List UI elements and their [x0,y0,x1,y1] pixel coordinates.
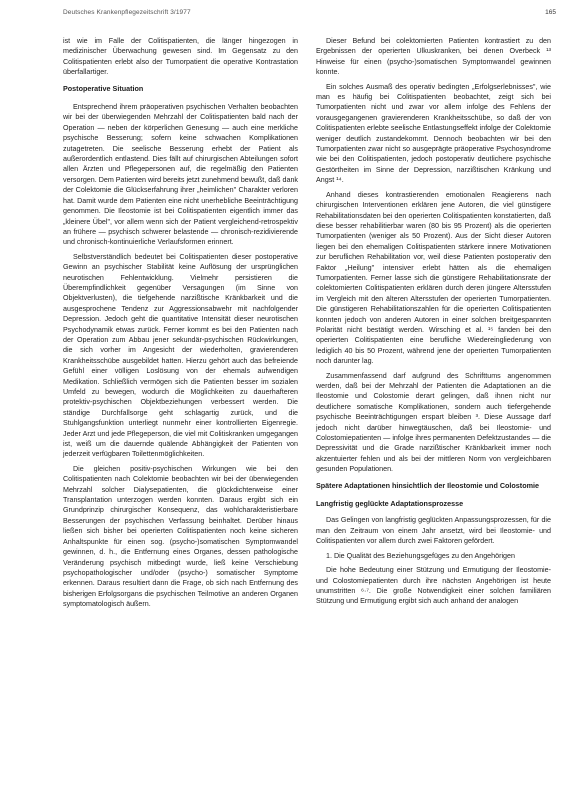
page-header [63,8,556,19]
left-column [63,36,298,614]
section-heading: Postoperative Situation [63,83,144,93]
journal-title: Deutsches Krankenpflegezeitschrift 3/1977 [63,9,191,16]
paragraph: Entsprechend ihrem präoperativen psychischen Verhalten beobachten wir bei der überwiegenden Mehrzahl der Colitispatienten bald nach der Operation — neben der körperlichen Genesung — auch eine merkliche psychische Besserung; sofern keine schwachen Komplikationen zutagetreten. Die seelische Besserung erhebt der Patient als außerordentlich entlastend. Dies fällt auf chirurgischen Abteilungen sofort allen Ärzten und Pflegepersonen auf, die regelmäßig den Patienten versorgen. Dem Patienten wird bereits jetzt zunehmend bewußt, daß dank der Colektomie die Glückserfahrung ihrer „heimlichen" Charakter verloren hat. Damit wurde dem Patienten eine nicht unerhebliche Beeinträchtigung genommen. Die Ileostomie ist bei Colitispatienten eigentlich immer das „kleinere Übel", vor allem wenn sich der Patient vergleichend-retrospektiv an frühere — psychisch schwerer belastende — chronisch-rezidivierende und chronisch-kontinuierliche Verlaufsformen erinnert. [63,103,298,247]
page-number: 165 [545,9,556,16]
paragraph: Anhand dieses kontrastierenden emotionalen Reagierens nach chirurgischen Interventionen erklären jene Autoren, die viel günstigere Rehabilitationsdaten bei den operierten Colitispatienten konstatierten, daß diese besser rehabilitierbar waren (80 bis 95 Prozent) als die operierten Tumorpatienten (weniger als 50 Prozent). Aus der Sicht dieser Autoren liegen bei den ehemaligen Colitispatienten stärkere innere Motivationen zur beruflichen Rehabilitation vor, weil diese Patienten postoperativ den Faktor „Heilung" intensiver erlebt hätten als die ehemaligen Tumorpatienten. Ferner lasse sich die günstigere Rehabilitationsrate der colektomierten Colitispatienten erklären durch deren jüngere Altersstufen im Vergleich mit den älteren Altersstufen der operierten Tumorpatienten. Die günstigeren Rehabilitationszahlen für die operierten Colitispatienten konnten jedoch von anderen Autoren in einer solchen breitgespannten Polarität nicht bestätigt werden. Wirsching et al. ¹⁵ fanden bei den operierten Colitispatienten eine berufliche Wiedereingliederung von lediglich 40 bis 50 Prozent, während jene der operierten Tumorpatienten noch darunter lag. [316,190,551,366]
paragraph: Zusammenfassend darf aufgrund des Schrifttums angenommen werden, daß bei der Mehrzahl der Patienten die Adaptationen an die Ileostomie und Colostomie derart gelingen, daß ihnen nicht nur deutlichere somatische Komplikationen, sondern auch tiefergehende psychische Beeinträchtigungen erspart bleiben ³. Diese Aussage darf jedoch nicht darüber hinwegtäuschen, daß bei Ileostomie- und Colostomiepatienten — infolge ihres permanenten Defektzustandes — die Depressivität und die Grade narzißtischer Kränkbarkeit immer noch akzentuierter fehlen und als bei der mittleren Norm von vergleichbaren gesunden Populationen. [316,371,551,474]
section-heading: Spätere Adaptationen hinsichtlich der Ileostomie und Colostomie [316,480,539,490]
paragraph: Selbstverständlich bedeutet bei Colitispatienten dieser postoperative Gewinn an psychischer Stabilität keine Auflösung der ursprünglichen neurotischen Fehlentwicklung. Vielmehr persistieren die Überempfindlichkeit gegenüber Versagungen (im Sinne von Objektverlusten), die tiefgehende narzißtische Kränkbarkeit und die ausgesprochene Tendenz zur Aggressionsabwehr mit nachfolgender Depression. Jedoch geht die quantitative Intensität dieser neurotischen Psychodynamik etwas zurück. Ferner kommt es bei den Patienten nach der Operation zum Abbau jener sekundär-psychischen Rückwirkungen, die sich vorher im Angesicht der wiederholten, gravierenderen Krankheitsschübe ausgebildet hatten. Hierzu gehört auch das befreiende Gefühl einer völligen Loslösung von der ehemals aufwendigen Medikation. Schließlich vermögen sich die Patienten besser im sozialen Umfeld zu bewegen, wodurch die Möglichkeiten zu dauerhafteren protektiv-psychischen Objektbeziehungen verbessert werden. Die ständige Durchfallsorge geht schlagartig zurück, und die Stuhlgangsfunktion unterliegt nunmehr einer kontrollierten Eigenregie. Jeder Arzt und jede Pflegeperson, die viel mit Colitiskranken umgegangen ist, weiß um die dauernde quälende Abhängigkeit der Patienten von jederzeit verfügbaren Toilettenmöglichkeiten. [63,252,298,459]
paragraph: Die gleichen positiv-psychischen Wirkungen wie bei den Colitispatienten nach Colektomie beobachten wir bei der überwiegenden Mehrzahl solcher Dialysepatienten, die glückdichterweise einer Transplantation unterzogen werden konnten. Daraus ergibt sich ein Grundprinzip chirurgischer Konsequenz, das wohlcharakteristierbare Besserungen der psychischen Verfassung beinhaltet. Derüber hinaus ließen sich bisher bei operierten Colitispatienten noch keine sicheren Anhaltspunkte für einen sog. (psycho-)somatischen Symptomwandel gewinnen, d. h., die Entfernung eines Organes, dessen pathologische Veränderung psychisch mitbedingt wurde, ließ keine Verschiebung psychopathologischer und/oder (psycho-) somatischer Symptome erkennen. Daraus resultiert dann die Frage, ob sich nach Entfernung des bisherigen Erfolgsorgans die psychischen Teilmotive an anderen Organen symptomatologisch äußern. [63,464,298,609]
paragraph: Die hohe Bedeutung einer Stützung und Ermutigung der Ileostomie- und Colostomiepatienten durch ihre nächsten Angehörigen ist heute unumstritten ⁶·⁷. Die große Notwendigkeit einer solchen familiären Stützung und Ermutigung ergibt sich auch anhand der analogen [316,566,551,606]
numbered-subheading: 1. Die Qualität des Beziehungsgefüges zu den Angehörigen [326,551,515,560]
right-column [316,36,551,611]
paragraph: Dieser Befund bei colektomierten Patienten kontrastiert zu den Ergebnissen der operierten Ulkuskranken, bei denen Overbeck ¹³ Hinweise für einen (psycho-)somatischen Symptomwandel gewinnen konnte. [316,37,551,77]
paragraph: ist wie im Falle der Colitispatienten, die länger hingezogen in medizinischer Überwachung gewesen sind. Im Gegensatz zu den Colitispatienten erlebt also der Tumorpatient die operative Kontrastation überfallartiger. [63,37,298,77]
subsection-heading: Langfristig geglückte Adaptationsprozesse [316,499,464,509]
paragraph: Das Gelingen von langfristig geglückten Anpassungsprozessen, für die man den Zeitraum von einem Jahr ansetzt, wird bei Ileostomie- und Colitispatienten vor allem durch zwei Faktoren gefördert. [316,516,551,546]
paragraph: Ein solches Ausmaß des operativ bedingten „Erfolgserlebnisses", wie man es häufig bei Colitispatienten beobachtet, zeigt sich bei Tumorpatienten nicht und zwar vor allem infolge des Fehlens der vorausgegangenen gravierenderen Krankheitsschübe, so daß der von Colitispatienten erlebte seelische Entlastungseffekt infolge der Colektomie weniger deutlich zustandekommt. Dennoch beobachten wir bei den Tumorpatienten zwar nicht so ausgeprägte präoperative Psychosyndrome wie bei den Colitispatienten, jedoch postoperativ deutlichere psychische Gestörtheiten im Sinne der Depression, narzißtischen Kränkung und Angst ¹⁴. [316,82,551,185]
